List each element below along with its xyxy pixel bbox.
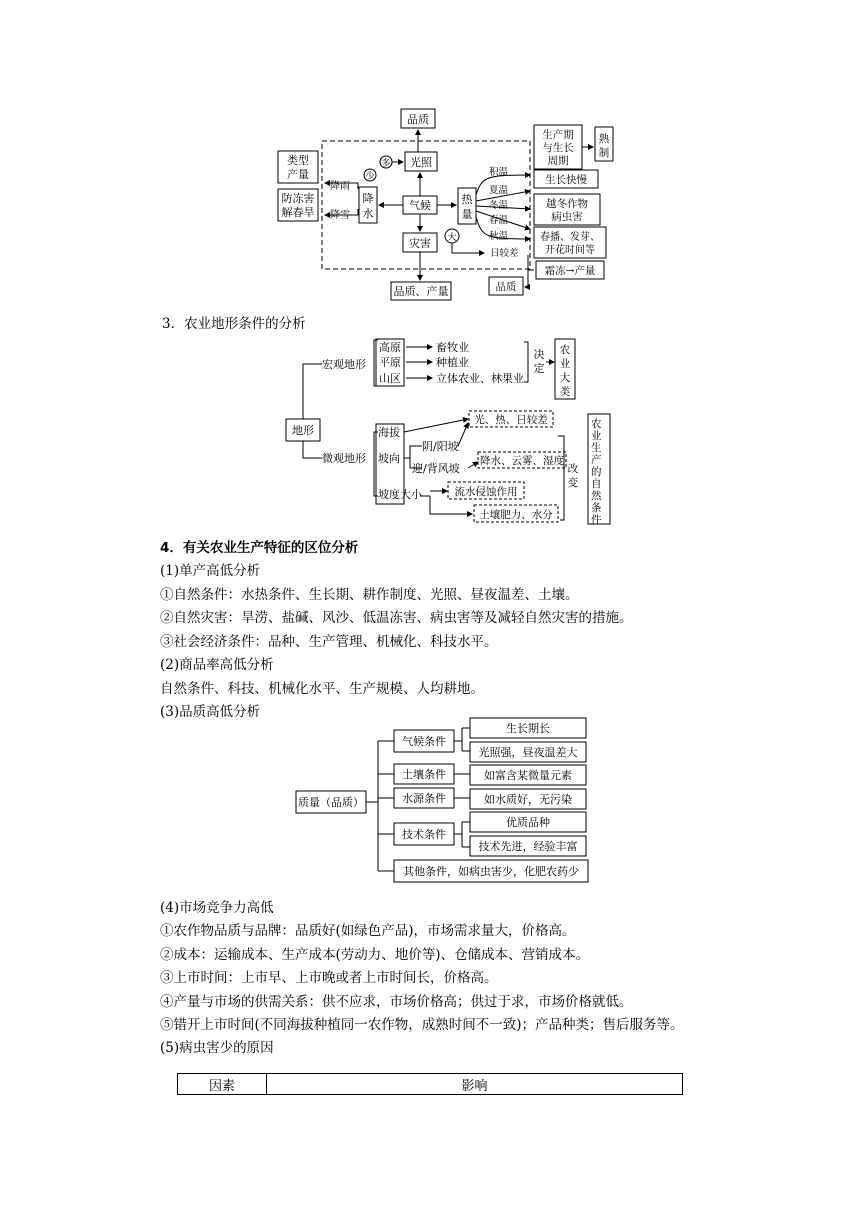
svg-text:气候条件: 气候条件 [402,735,446,748]
svg-text:平原: 平原 [379,356,401,369]
svg-text:水源条件: 水源条件 [402,792,446,805]
svg-text:夏温: 夏温 [489,185,509,196]
svg-text:熟: 熟 [598,133,610,145]
text-line-1: (1)单产高低分析 [160,563,261,579]
svg-text:质量（品质）: 质量（品质） [298,796,364,809]
quality-diagram [294,714,590,886]
svg-text:气候: 气候 [409,199,431,212]
text-line-7: (3)品质高低分析 [160,704,261,720]
svg-text:积温: 积温 [489,167,509,178]
svg-text:土壤条件: 土壤条件 [402,768,446,781]
svg-text:类: 类 [559,386,571,398]
text-line-5: (2)商品率高低分析 [160,657,274,673]
svg-text:热: 热 [461,193,473,206]
section-4-title: 4．有关农业生产特征的区位分析 [160,540,359,556]
text-line-14: (5)病虫害少的原因 [160,1040,274,1056]
svg-text:制: 制 [598,147,610,159]
svg-text:海拔: 海拔 [378,426,400,439]
text-line-8: (4)市场竞争力高低 [160,900,274,916]
section-3-title: 3．农业地形条件的分析 [162,316,306,332]
svg-text:高原: 高原 [379,341,401,354]
svg-text:技术先进，经验丰富: 技术先进，经验丰富 [478,840,578,853]
svg-text:多: 多 [381,159,391,169]
svg-text:大: 大 [447,233,457,243]
text-line-11: ③上市时间：上市早、上市晚或者上市时间长，价格高。 [160,970,498,986]
svg-text:秋温: 秋温 [489,231,509,242]
d1-quality-top: 品质 [407,113,429,126]
svg-text:降雨: 降雨 [330,181,350,192]
svg-text:病虫害: 病虫害 [551,211,583,223]
svg-text:如富含某微量元素: 如富含某微量元素 [484,769,572,782]
text-line-4: ③社会经济条件：品种、生产管理、机械化、科技水平。 [160,634,498,650]
text-line-6: 自然条件、科技、机械化水平、生产规模、人均耕地。 [160,681,484,697]
terrain-diagram [282,336,616,528]
svg-text:冬温: 冬温 [489,200,509,211]
svg-text:降水、云雾、湿度: 降水、云雾、湿度 [480,455,564,467]
svg-text:少: 少 [365,172,375,182]
svg-text:周期: 周期 [547,155,569,167]
table-header-row [178,1074,683,1095]
svg-text:业: 业 [559,358,571,370]
svg-text:种植业: 种植业 [436,356,469,369]
svg-text:坡向: 坡向 [378,452,400,465]
pest-factors-table [177,1073,683,1095]
text-line-12: ④产量与市场的供需关系：供不应求，市场价格高；供过于求，市场价格就低。 [160,994,633,1010]
svg-text:阴/阳坡: 阴/阳坡 [422,440,459,453]
svg-text:与生长: 与生长 [542,142,574,154]
text-line-9: ①农作物品质与品牌：品质好(如绿色产品)，市场需求量大，价格高。 [160,923,576,939]
svg-text:宏观地形: 宏观地形 [322,358,366,371]
svg-text:生产期: 生产期 [542,129,574,141]
svg-text:春温: 春温 [489,215,509,226]
svg-text:生长快慢: 生长快慢 [545,174,587,186]
svg-text:开花时间等: 开花时间等 [545,245,595,256]
svg-text:农: 农 [559,344,571,356]
svg-text:防冻害: 防冻害 [281,192,315,205]
svg-text:降雪: 降雪 [330,210,350,221]
svg-text:如水质好，无污染: 如水质好，无污染 [484,793,572,806]
svg-text:降: 降 [362,192,374,205]
svg-text:霜冻→产量: 霜冻→产量 [544,265,596,277]
svg-text:其他条件，如病虫害少，化肥农药少: 其他条件，如病虫害少，化肥农药少 [403,865,579,878]
svg-text:土壤肥力、水分: 土壤肥力、水分 [479,509,553,521]
text-line-10: ②成本：运输成本、生产成本(劳动力、地价等)、仓储成本、营销成本。 [160,947,590,963]
svg-text:水: 水 [362,207,374,220]
svg-text:决: 决 [533,348,545,361]
svg-text:光、热、日较差: 光、热、日较差 [474,414,548,426]
text-line-13: ⑤错开上市时间(不同海拔种植同一农作物，成熟时间不一致)；产品种类；售后服务等。 [160,1017,684,1033]
climate-diagram [270,105,620,303]
svg-text:改: 改 [567,463,579,475]
svg-text:大: 大 [559,372,571,384]
svg-text:越冬作物: 越冬作物 [546,198,588,210]
svg-text:立体农业、林果业: 立体农业、林果业 [436,372,524,385]
svg-text:迎/背风坡: 迎/背风坡 [412,462,460,475]
svg-text:地形: 地形 [292,424,314,437]
svg-text:光照: 光照 [410,156,432,169]
svg-text:类型: 类型 [287,154,309,167]
text-line-2: ①自然条件：水热条件、生长期、耕作制度、光照、昼夜温差、土壤。 [160,587,579,603]
header-factor: 因素 [178,1074,267,1095]
svg-text:微观地形: 微观地形 [322,452,366,465]
svg-text:技术条件: 技术条件 [402,828,446,841]
svg-text:优质品种: 优质品种 [506,816,550,829]
svg-text:生长期长: 生长期长 [506,722,550,735]
svg-text:山区: 山区 [379,372,401,385]
svg-text:流水侵蚀作用: 流水侵蚀作用 [454,486,518,498]
natural-conditions-label: 农业生产的自然条件 [591,418,602,526]
svg-text:定: 定 [533,362,545,375]
svg-text:光照强，昼夜温差大: 光照强，昼夜温差大 [478,746,578,759]
svg-text:坡度大小: 坡度大小 [378,488,422,501]
svg-text:灾害: 灾害 [409,237,431,250]
svg-text:品质、产量: 品质、产量 [393,285,449,298]
svg-text:品质: 品质 [495,281,517,293]
text-line-3: ②自然灾害：旱涝、盐碱、风沙、低温冻害、病虫害等及减轻自然灾害的措施。 [160,610,633,626]
header-effect: 影响 [267,1074,683,1095]
svg-text:产量: 产量 [287,168,309,181]
svg-text:量: 量 [461,208,473,221]
svg-text:日较差: 日较差 [490,248,519,259]
svg-text:春播、发芽、: 春播、发芽、 [540,232,600,243]
svg-text:解春旱: 解春旱 [281,206,315,219]
svg-text:畜牧业: 畜牧业 [436,341,469,354]
svg-text:变: 变 [567,477,579,489]
